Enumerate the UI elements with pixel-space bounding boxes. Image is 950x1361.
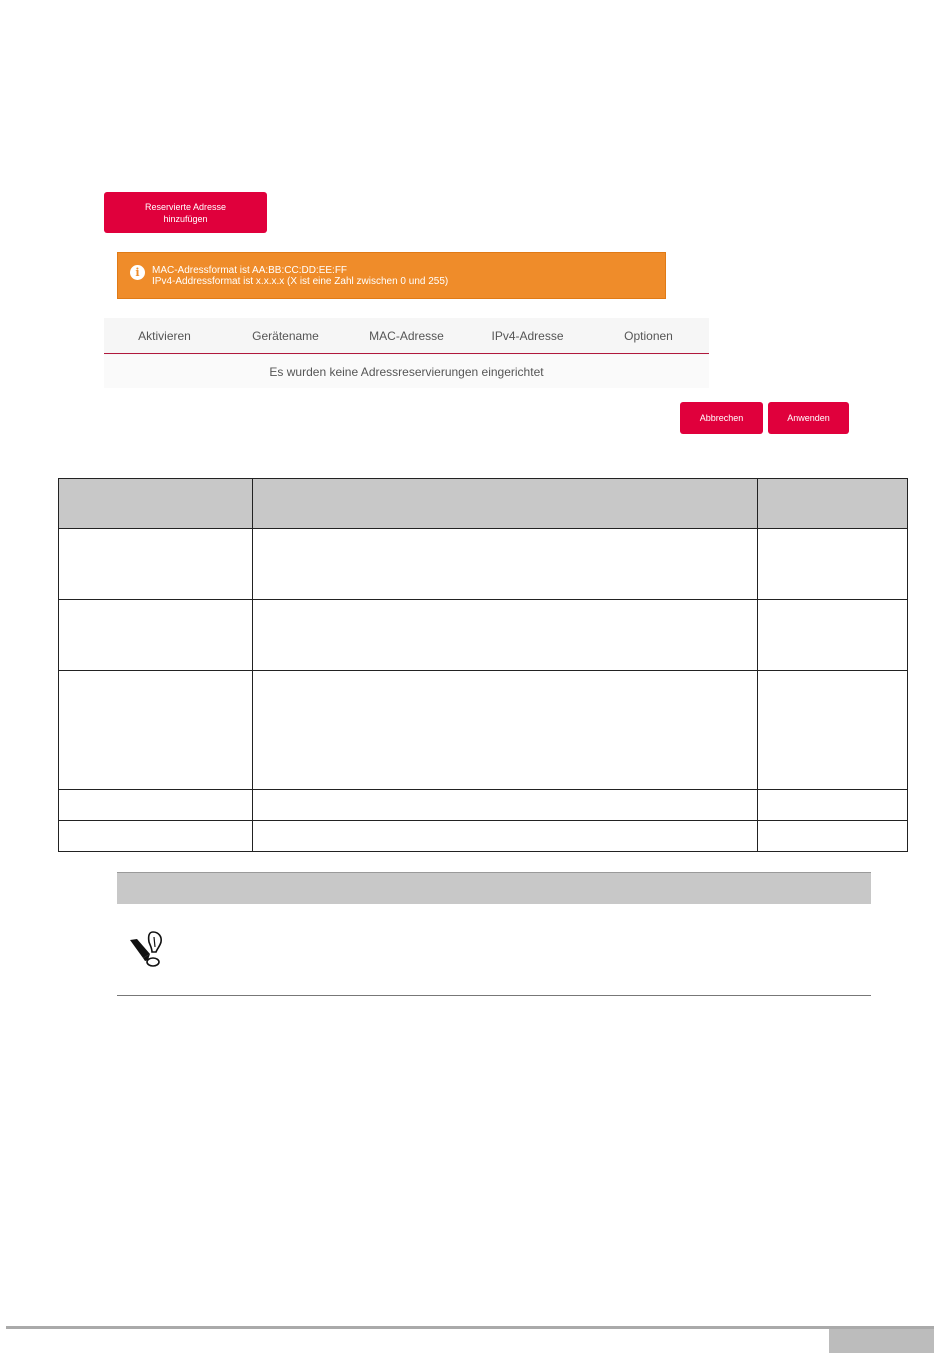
- table-row: [59, 671, 908, 790]
- column-header-device-name[interactable]: Gerätename: [252, 328, 319, 343]
- note-lightbulb-icon: [128, 928, 168, 970]
- table-cell: [59, 529, 253, 600]
- parameter-table: [58, 478, 908, 852]
- column-header-ipv4-address[interactable]: IPv4-Adresse: [491, 328, 564, 343]
- column-header-mac-address[interactable]: MAC-Adresse: [369, 328, 444, 343]
- table-cell: [758, 479, 908, 529]
- table-cell: [59, 790, 253, 821]
- column-header-options[interactable]: Optionen: [624, 328, 673, 343]
- table-cell: [252, 671, 757, 790]
- info-banner: [117, 252, 666, 299]
- table-cell: [59, 671, 253, 790]
- note-header-bar: [117, 872, 871, 904]
- info-icon: i: [130, 265, 145, 280]
- cancel-button[interactable]: Abbrechen: [680, 402, 763, 434]
- table-cell: [252, 479, 757, 529]
- info-banner-text: [152, 265, 448, 287]
- apply-button[interactable]: Anwenden: [768, 402, 849, 434]
- table-header: [104, 318, 709, 354]
- table-cell: [758, 600, 908, 671]
- table-cell: [252, 821, 757, 852]
- ipv4-format-hint: IPv4-Addressformat ist x.x.x.x (X ist eine Zahl zwischen 0 und 255): [152, 276, 449, 287]
- table-cell: [252, 529, 757, 600]
- table-cell: [758, 529, 908, 600]
- page-number-tab: [829, 1329, 934, 1353]
- table-row: [59, 790, 908, 821]
- add-reserved-address-button[interactable]: [104, 192, 267, 233]
- note-bottom-divider: [117, 995, 871, 996]
- table-cell: [758, 671, 908, 790]
- add-reserved-address-label-line2: hinzufügen: [163, 213, 208, 224]
- table-cell: [252, 600, 757, 671]
- empty-table-message: Es wurden keine Adressreservierungen eingerichtet: [104, 355, 709, 388]
- table-cell: [252, 790, 757, 821]
- table-row: [59, 529, 908, 600]
- table-cell: [59, 600, 253, 671]
- column-header-activate[interactable]: Aktivieren: [138, 328, 191, 343]
- table-cell: [758, 790, 908, 821]
- address-reservation-table: [104, 318, 709, 388]
- parameter-table-header-row: [59, 479, 908, 529]
- table-row: [59, 821, 908, 852]
- footer-divider: [6, 1326, 934, 1329]
- table-cell: [59, 479, 253, 529]
- add-reserved-address-label-line1: Reservierte Adresse: [144, 201, 227, 212]
- table-row: [59, 600, 908, 671]
- table-cell: [59, 821, 253, 852]
- table-cell: [758, 821, 908, 852]
- mac-format-hint: MAC-Adressformat ist AA:BB:CC:DD:EE:FF: [152, 265, 348, 276]
